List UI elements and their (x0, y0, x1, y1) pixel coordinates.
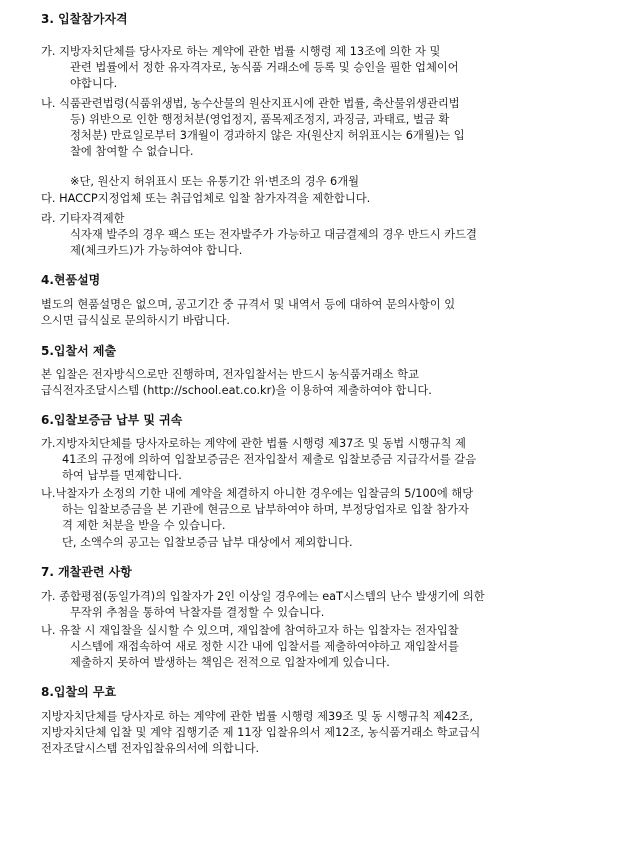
section-3-line-4: 나. 식품관련법령(식품위생법, 농수산물의 원산지표시에 관한 법률, 축산물위생관리법 (41, 97, 460, 110)
section-8-line-3: 전자조달시스템 전자입찰유의서에 의합니다. (41, 742, 260, 755)
section-3-heading: 3. 입찰참가자격 (41, 12, 128, 26)
section-3-line-1: 가. 지방자치단체를 당사자로 하는 계약에 관한 법률 시행령 제 13조에 의한 자 및 (41, 45, 441, 58)
section-7-line-3: 나. 유찰 시 재입찰을 실시할 수 있으며, 재입찰에 참여하고자 하는 입찰자는 전자입찰 (41, 624, 459, 637)
section-7-line-1: 가. 종합평점(동일가격)의 입찰자가 2인 이상일 경우에는 eaT시스템의 난수 발생기에 의한 (41, 590, 485, 603)
section-6-line-1: 가.지방자치단체를 당사자로하는 계약에 관한 법률 시행령 제37조 및 동법 시행규칙 제 (41, 437, 466, 450)
section-3-line-2: 관련 법률에서 정한 유자격자로, 농식품 거래소에 등록 및 승인을 필한 업체이어 (70, 61, 459, 74)
section-7-line-2: 무작위 추첨을 통하여 낙찰자를 결정할 수 있습니다. (70, 606, 325, 619)
section-3-line-6: 정처분) 만료일로부터 3개월이 경과하지 않은 자(원산지 허위표시는 6개월)는 입 (70, 129, 465, 142)
section-4-heading: 4.현품설명 (41, 273, 101, 287)
section-5-line-2: 급식전자조달시스템 (http://school.eat.co.kr)을 이용하여 제출하여야 합니다. (41, 384, 432, 397)
section-3-line-7: 찰에 참여할 수 없습니다. (70, 145, 194, 158)
section-3-line-12: 제(체크카드)가 가능하여야 합니다. (70, 244, 243, 257)
section-6-heading: 6.입찰보증금 납부 및 귀속 (41, 413, 183, 427)
section-5-heading: 5.입찰서 제출 (41, 344, 117, 358)
section-3-line-9: 다. HACCP지정업체 또는 취급업체로 입찰 참가자격을 제한합니다. (41, 192, 371, 205)
section-3-line-5: 등) 위반으로 인한 행정처분(영업정지, 품목제조정지, 과징금, 과태료, 벌금 확 (70, 113, 450, 126)
section-3-line-11: 식자재 발주의 경우 팩스 또는 전자발주가 가능하고 대금결제의 경우 반드시 카드결 (70, 228, 477, 241)
section-6-line-3: 하여 납부를 면제합니다. (62, 469, 182, 482)
section-3-line-10: 라. 기타자격제한 (41, 212, 125, 225)
section-7-heading: 7. 개찰관련 사항 (41, 565, 132, 579)
section-4-line-2: 으시면 급식실로 문의하시기 바랍니다. (41, 314, 230, 327)
section-6-line-6: 격 제한 처분을 받을 수 있습니다. (62, 519, 226, 532)
section-5-line-1: 본 입찰은 전자방식으로만 진행하며, 전자입찰서는 반드시 농식품거래소 학교 (41, 368, 419, 381)
section-3-line-3: 야합니다. (70, 77, 118, 90)
section-7-line-5: 제출하지 못하여 발생하는 책임은 전적으로 입찰자에게 있습니다. (70, 656, 390, 669)
section-8-line-1: 지방자치단체를 당사자로 하는 계약에 관한 법률 시행령 제39조 및 동 시행규칙 제42조, (41, 710, 473, 723)
section-7-line-4: 시스템에 재접속하여 새로 정한 시간 내에 입찰서를 제출하여야하고 재입찰서를 (70, 640, 459, 653)
section-8-heading: 8.입찰의 무효 (41, 685, 117, 699)
section-6-line-5: 하는 입찰보증금을 본 기관에 현금으로 납부하여야 하며, 부정당업자로 입찰 참가자 (62, 503, 469, 516)
section-3-note: ※단, 원산지 허위표시 또는 유통기간 위·변조의 경우 6개월 (70, 175, 360, 188)
section-6-line-4: 나.낙찰자가 소정의 기한 내에 계약을 체결하지 아니한 경우에는 입찰금의 5/100에 해당 (41, 487, 474, 500)
section-6-line-2: 41조의 규정에 의하여 입찰보증금은 전자입찰서 제출로 입찰보증금 지급각서를 갈음 (62, 453, 477, 466)
section-6-line-7: 단, 소액수의 공고는 입찰보증금 납부 대상에서 제외합니다. (62, 536, 353, 549)
section-4-line-1: 별도의 현품설명은 없으며, 공고기간 중 규격서 및 내역서 등에 대하여 문의사항이 있 (41, 298, 456, 311)
section-8-line-2: 지방자치단체 입찰 및 계약 집행기준 제 11장 입찰유의서 제12조, 농식품거래소 학교급식 (41, 726, 481, 739)
